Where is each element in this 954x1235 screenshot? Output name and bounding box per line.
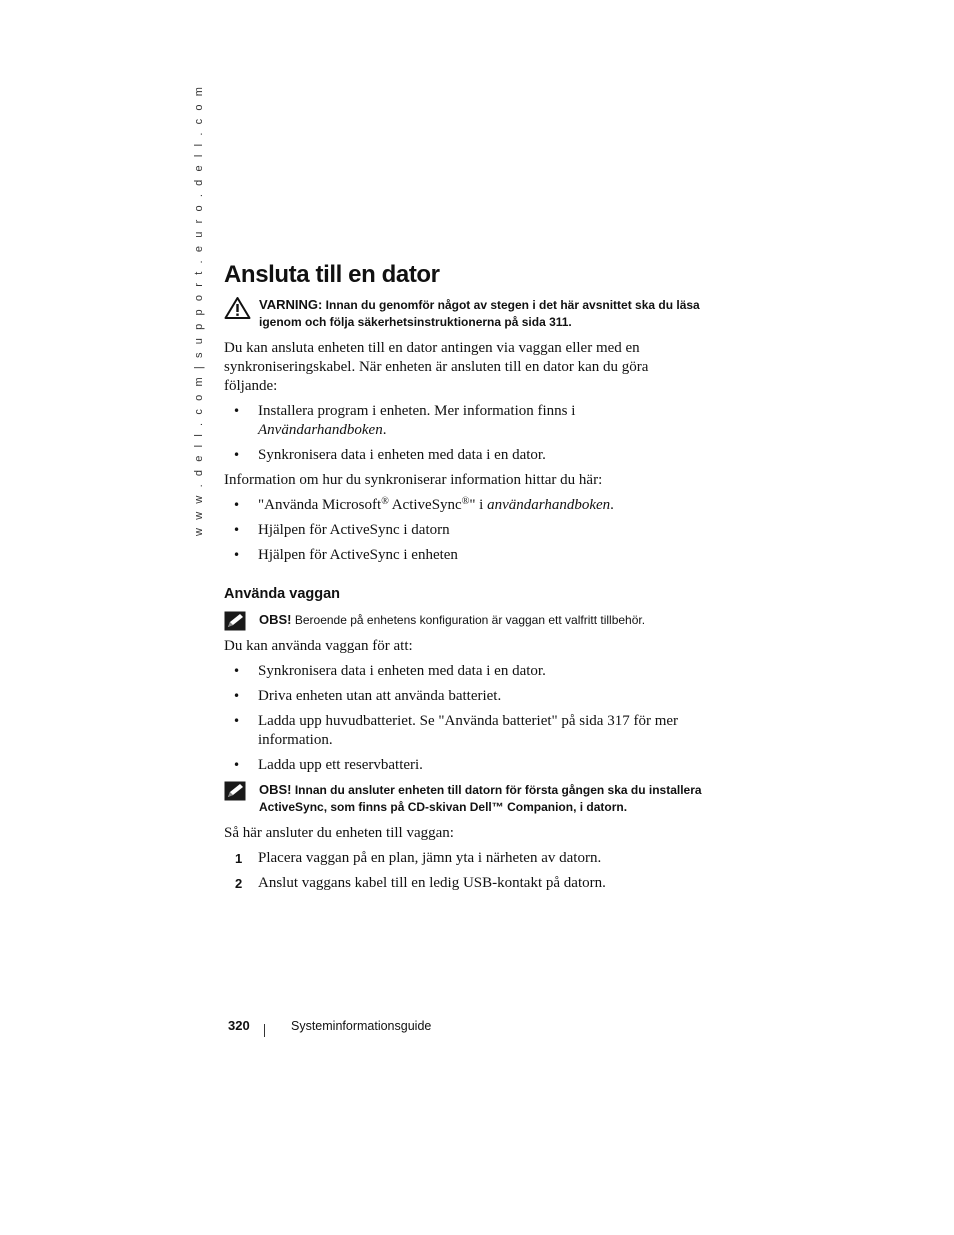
bullet-marker: • <box>233 758 241 772</box>
section-heading: Använda vaggan <box>224 586 341 602</box>
bullet-marker: • <box>233 714 241 728</box>
cradle-intro-paragraph: Du kan använda vaggan för att: <box>224 638 413 654</box>
connect-intro-paragraph: Så här ansluter du enheten till vaggan: <box>224 825 454 841</box>
list-item-text: Hjälpen för ActiveSync i enheten <box>258 547 458 563</box>
warning-icon <box>224 296 251 325</box>
list-item-text: Installera program i enheten. Mer information finns i <box>258 403 576 419</box>
manual-title: Användarhandboken <box>258 422 383 438</box>
bullet-marker: • <box>233 548 241 562</box>
pencil-note-icon <box>224 781 246 806</box>
warning-text: Innan du genomför något av stegen i det här avsnittet ska du läsa igenom och följa säkerhetsinstruktionerna på sida 311. <box>259 298 700 329</box>
list-item <box>224 496 704 515</box>
bullet-marker: • <box>233 448 241 462</box>
note-label: OBS! <box>259 782 292 797</box>
bullet-marker: • <box>233 689 241 703</box>
list-item <box>224 446 704 465</box>
step-text: Placera vaggan på en plan, jämn yta i närheten av datorn. <box>258 850 602 866</box>
page-number: 320 <box>228 1018 250 1033</box>
bullet-marker: • <box>233 498 241 512</box>
steps-list <box>224 849 704 893</box>
list-item <box>224 521 704 540</box>
list-item-end: . <box>382 422 387 438</box>
list-item-text: ActiveSync <box>388 497 462 513</box>
list-item-text: Ladda upp ett reservbatteri. <box>258 757 423 773</box>
main-content <box>224 258 704 899</box>
list-item-text: Synkronisera data i enheten med data i en dator. <box>258 663 546 679</box>
list-item-text: " i <box>469 497 488 513</box>
note-notice <box>224 611 704 629</box>
manual-title: användarhandboken <box>487 497 611 513</box>
list-item-end: . <box>610 497 614 513</box>
resources-list <box>224 496 704 565</box>
tasks-list <box>224 402 704 465</box>
list-item <box>224 546 704 565</box>
step-item <box>224 874 704 893</box>
step-number: 1 <box>235 851 243 866</box>
bullet-marker: • <box>233 523 241 537</box>
list-item <box>224 756 704 775</box>
list-item-text: "Använda Microsoft <box>258 497 382 513</box>
step-item <box>224 849 704 868</box>
step-text: Anslut vaggans kabel till en ledig USB-kontakt på datorn. <box>258 875 606 891</box>
info-paragraph: Information om hur du synkroniserar information hittar du här: <box>224 472 603 488</box>
note-text: Beroende på enhetens konfiguration är vaggan ett valfritt tillbehör. <box>294 613 646 627</box>
registered-mark: ® <box>381 496 389 507</box>
bullet-marker: • <box>233 664 241 678</box>
note-notice <box>224 781 704 816</box>
footer-divider <box>264 1024 265 1037</box>
note-text: Innan du ansluter enheten till datorn för första gången ska du installera ActiveSync, som finns på CD-skivan Dell™ Companion, i datorn. <box>259 783 702 814</box>
warning-notice <box>224 296 704 331</box>
page-title: Ansluta till en dator <box>224 261 440 288</box>
note-label: OBS! <box>259 612 292 627</box>
list-item-text: Driva enheten utan att använda batteriet. <box>258 688 502 704</box>
list-item-text: Synkronisera data i enheten med data i en dator. <box>258 447 546 463</box>
list-item-text: Ladda upp huvudbatteriet. Se "Använda batteriet" på sida 317 för mer information. <box>258 713 679 748</box>
bullet-marker: • <box>233 404 241 418</box>
intro-paragraph: Du kan ansluta enheten till en dator antingen via vaggan eller med en synkroniseringskabel. När enheten är ansluten till en dator kan du göra följande: <box>224 340 649 394</box>
list-item-text: Hjälpen för ActiveSync i datorn <box>258 522 450 538</box>
list-item <box>224 712 704 750</box>
pencil-note-icon <box>224 611 246 636</box>
warning-label: VARNING: <box>259 297 323 312</box>
registered-mark: ® <box>461 496 470 507</box>
step-number: 2 <box>235 876 243 891</box>
list-item <box>224 687 704 706</box>
footer-title: Systeminformationsguide <box>291 1019 432 1033</box>
cradle-uses-list <box>224 662 704 775</box>
side-url: w w w . d e l l . c o m | s u p p o r t . e u r o . d e l l . c o m <box>193 84 205 536</box>
list-item <box>224 402 704 440</box>
list-item <box>224 662 704 681</box>
